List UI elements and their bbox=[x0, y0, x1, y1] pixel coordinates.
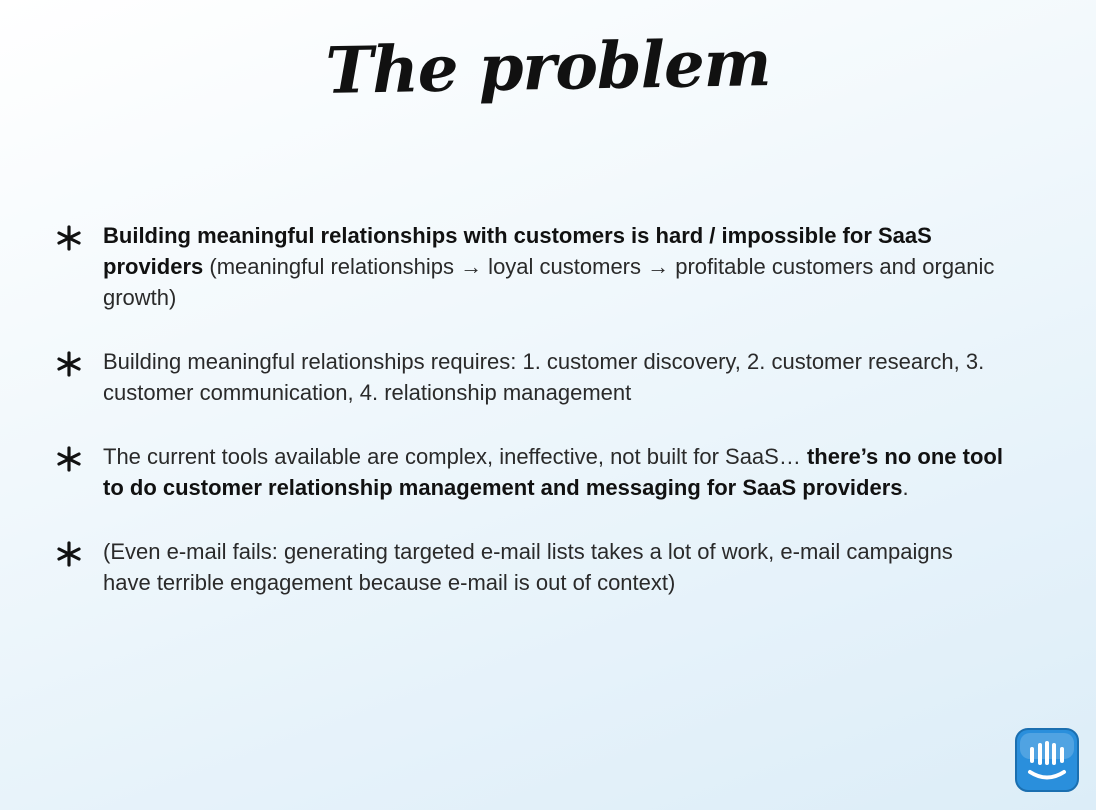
bullet-text: (meaningful relationships → loyal customers → profitable customers and organic growth) bbox=[103, 254, 995, 310]
bullet-text: The current tools available are complex, ineffective, not built for SaaS… bbox=[103, 444, 807, 469]
bullet-bold-text: there’s no one tool to do customer relationship management and messaging for SaaS providers bbox=[103, 444, 1003, 500]
asterisk-icon bbox=[55, 224, 83, 252]
asterisk-icon bbox=[55, 540, 83, 568]
intercom-logo-icon bbox=[1014, 727, 1080, 793]
bullet-list bbox=[55, 220, 1005, 631]
bullet-item bbox=[55, 220, 1005, 313]
bullet-bold-text: Building meaningful relationships with customers is hard / impossible for SaaS providers bbox=[103, 223, 932, 279]
bullet-text: Building meaningful relationships requires: 1. customer discovery, 2. customer research, 3. customer communication, 4. relationship management bbox=[103, 349, 985, 405]
asterisk-icon bbox=[55, 445, 83, 473]
bullet-text: . bbox=[902, 475, 909, 500]
bullet-item bbox=[55, 346, 1005, 408]
bullet-item bbox=[55, 536, 1005, 598]
bullet-item bbox=[55, 441, 1005, 503]
slide-title: The problem bbox=[324, 26, 772, 109]
asterisk-icon bbox=[55, 350, 83, 378]
bullet-text: (Even e-mail fails: generating targeted e-mail lists takes a lot of work, e-mail campaigns have terrible engagement because e-mail is out of context) bbox=[103, 539, 953, 595]
